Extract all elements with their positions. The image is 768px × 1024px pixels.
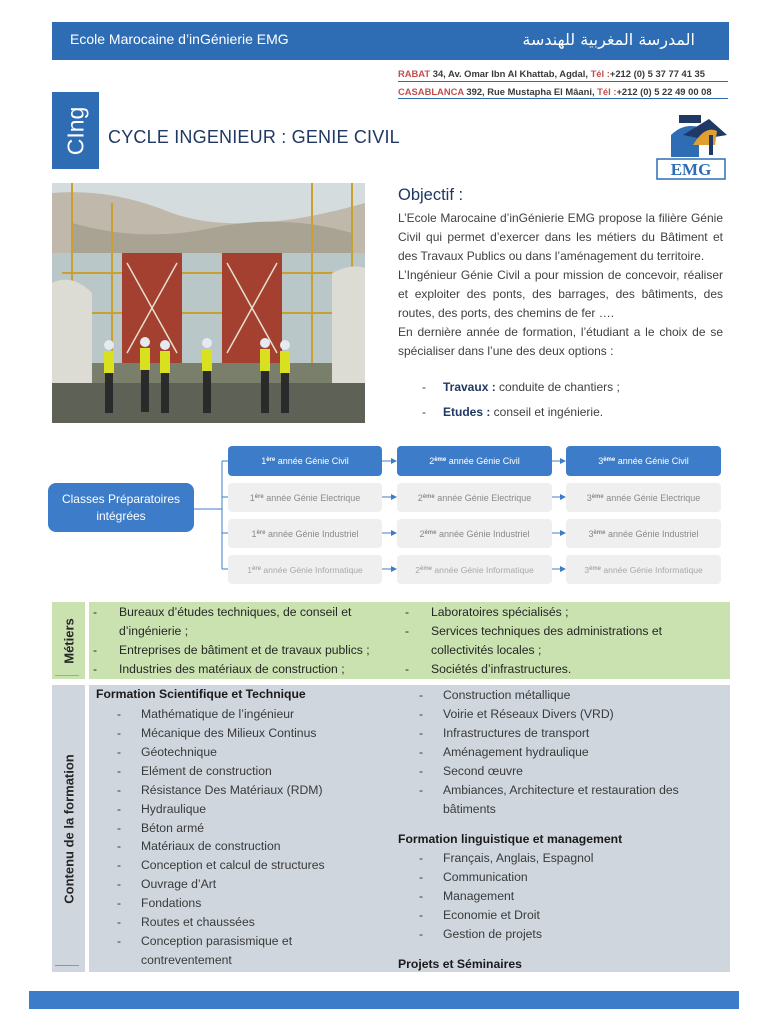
node-year: 1 (251, 528, 257, 539)
metiers-box: - Bureaux d’études techniques, de conseil et d’ingénierie ; - Entreprises de bâtiment et de travaux publics ; - Industries des matériaux de construction ; - Laboratoires spécialisés ; - Services techniques des administrations et collectivités locales ; - Sociétés d’infrastructures. (89, 602, 730, 679)
node-electrique-y2 (397, 483, 552, 512)
node-informatique-y3 (566, 555, 721, 584)
divider (398, 98, 728, 99)
node-informatique-y2 (397, 555, 552, 584)
objectif-paragraph: L’Ingénieur Génie Civil a pour mission de concevoir, réaliser et exploiter des ponts, des barrages, des bâtiments, des routes, des ports, des chemins de fer …. (398, 268, 723, 320)
node-industriel-y2 (397, 519, 552, 548)
node-label: année Génie Civil (275, 456, 349, 466)
section-heading: Formation linguistique et management (398, 832, 623, 846)
node-year-suffix: ère (254, 493, 264, 500)
node-year-suffix: ème (424, 529, 437, 536)
node-label: année Génie Electrique (263, 492, 361, 503)
option-text: conduite de chantiers ; (495, 380, 620, 394)
section-heading: Formation Scientifique et Technique (96, 687, 306, 701)
bullet-dash: - (422, 405, 426, 419)
contact-tel: +212 (0) 5 37 77 41 35 (609, 68, 705, 79)
contenu-box: Formation Scientifique et Technique - Mathématique de l’ingénieur - Mécanique des Milieux Continus - Géotechnique - Elément de construction - Résistance Des Matériaux (RDM) - Hydraulique - Béton armé - Matériaux de construction - Conception et calcul de structures - Ouvrage d’Art - Fondations - Routes et chaussées - Conception parasismique et contreventement - Construction métallique - Voirie et Réseaux Divers (VRD) - Infrastructures de transport - Aménagement hydraulique - Second œuvre - Ambiances, Architecture et restauration des bâtiments Formation linguistique et management - Français, Anglais, Espagnol - Communication - Management - Economie et Droit - Gestion de projets Projets et Séminaires (89, 685, 730, 972)
node-year: 1 (249, 492, 255, 503)
footer-bar (29, 991, 739, 1009)
objectif-paragraph: En dernière année de formation, l’étudiant a le choix de se spécialiser dans l’une des deux options : (398, 325, 723, 358)
construction-photo (52, 183, 365, 423)
node-year: 3 (586, 492, 592, 503)
contact-address: 34, Av. Omar Ibn Al Khattab, Agdal, (430, 68, 591, 79)
node-year: 3 (584, 564, 589, 575)
page-title: CYCLE INGENIEUR : GENIE CIVIL (108, 127, 400, 147)
contact-city: RABAT (398, 68, 431, 79)
node-civil-y2 (397, 446, 552, 476)
node-year-suffix: ème (589, 565, 602, 572)
logo-text: EMG (670, 160, 712, 179)
program-tag (52, 92, 99, 169)
node-year: 2 (417, 492, 423, 503)
node-industriel-y3 (566, 519, 721, 548)
node-year-suffix: ème (591, 493, 604, 500)
emg-logo (653, 105, 729, 181)
objectif-heading: Objectif : (398, 186, 464, 204)
node-year-suffix: ère (252, 565, 262, 572)
node-year: 2 (419, 528, 425, 539)
node-label: année Génie Industriel (265, 528, 359, 539)
node-year: 1 (261, 456, 267, 466)
node-label: année Génie Electrique (603, 492, 701, 503)
contenu-label: Contenu de la formation (61, 753, 76, 904)
node-electrique-y3 (566, 483, 721, 512)
node-civil-y3 (566, 446, 721, 476)
node-label: année Génie Civil (615, 456, 689, 466)
node-year: 3 (598, 456, 604, 466)
contact-tel: +212 (0) 5 22 49 00 08 (616, 86, 712, 97)
header-bar (52, 22, 729, 60)
node-year-suffix: ème (420, 565, 433, 572)
node-industriel-y1 (228, 519, 382, 548)
node-label: année Génie Electrique (434, 492, 532, 503)
option-label: Travaux : (443, 380, 496, 394)
node-year-suffix: ème (593, 529, 606, 536)
divider (55, 965, 79, 966)
node-year-suffix: ème (603, 457, 616, 463)
node-year-suffix: ère (266, 457, 276, 463)
metiers-label: Métiers (61, 617, 76, 664)
node-year: 1 (247, 564, 252, 575)
contact-rabat (398, 68, 728, 79)
contenu-label-box (52, 685, 85, 972)
node-label: année Génie Informatique (601, 564, 703, 575)
contact-tel-label: Tél : (590, 68, 610, 79)
node-year-suffix: ème (434, 457, 447, 463)
contact-casablanca (398, 86, 728, 97)
node-label: année Génie Informatique (261, 564, 363, 575)
metiers-label-box (52, 602, 85, 679)
node-label: année Génie Industriel (436, 528, 530, 539)
node-year: 2 (415, 564, 420, 575)
contact-city: CASABLANCA (398, 86, 464, 97)
objectif-paragraph: L’Ecole Marocaine d’inGénierie EMG propose la filière Génie Civil qui permet d’exercer dans les métiers du Bâtiment et des Travaux Publics ou dans l’aménagement du territoire. (398, 211, 723, 263)
contact-tel-label: Tél : (597, 86, 617, 97)
node-label: année Génie Informatique (432, 564, 534, 575)
node-year: 2 (429, 456, 435, 466)
bullet-dash: - (422, 380, 426, 394)
divider (398, 81, 728, 82)
node-year: 3 (588, 528, 594, 539)
prep-classes-box: Classes Préparatoires intégrées (48, 483, 194, 532)
option-text: conseil et ingénierie. (490, 405, 604, 419)
node-electrique-y1 (228, 483, 382, 512)
node-label: année Génie Industriel (605, 528, 699, 539)
section-heading: Projets et Séminaires (398, 957, 522, 971)
node-informatique-y1 (228, 555, 382, 584)
program-tag-text: CIng (62, 106, 88, 155)
option-label: Etudes : (443, 405, 491, 419)
contact-address: 392, Rue Mustapha El Mâani, (463, 86, 598, 97)
node-year-suffix: ère (256, 529, 266, 536)
divider (55, 675, 79, 676)
node-label: année Génie Civil (446, 456, 520, 466)
school-name-ar: المدرسة المغربية للهندسة (522, 30, 695, 49)
objectif-text (398, 209, 723, 361)
node-civil-y1 (228, 446, 382, 476)
node-year-suffix: ème (422, 493, 435, 500)
school-name-fr: Ecole Marocaine d’inGénierie EMG (70, 31, 289, 47)
